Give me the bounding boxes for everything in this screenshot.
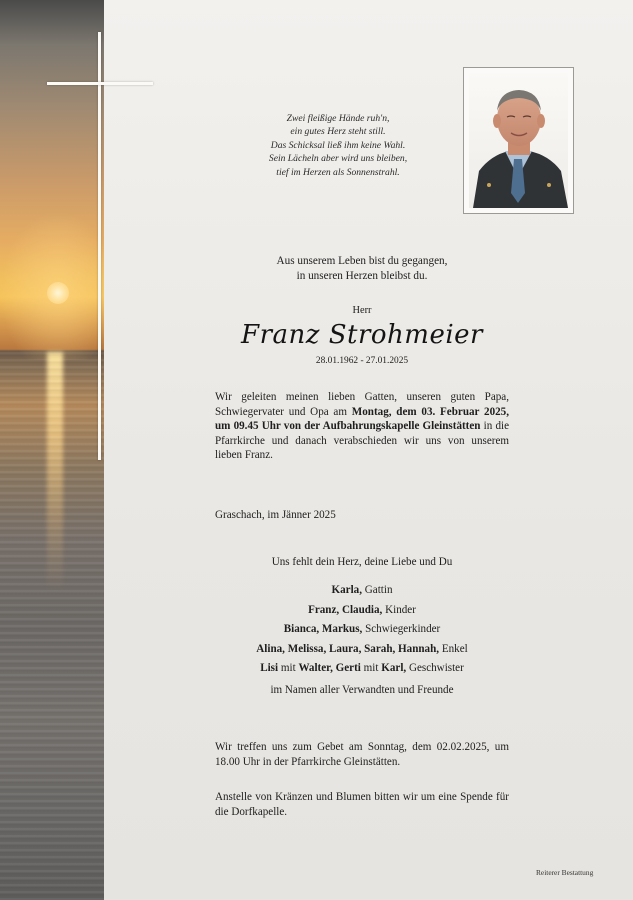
portrait-frame <box>463 67 574 214</box>
life-dates: 28.01.1962 - 27.01.2025 <box>315 356 409 366</box>
portrait-photo <box>469 73 568 208</box>
sunset-sea-image <box>0 0 104 900</box>
sun-icon <box>47 282 69 304</box>
family-outro: im Namen aller Verwandten und Freunde <box>270 684 454 696</box>
deceased-name: Franz Strohmeier <box>241 320 483 350</box>
place-date: Graschach, im Jänner 2025 <box>215 509 336 521</box>
prayer-notice: Wir treffen uns zum Gebet am Sonntag, dem 02.02.2025, um 18.00 Uhr in der Pfarrkirche Gleinstätten. <box>215 741 509 768</box>
family-intro: Uns fehlt dein Herz, deine Liebe und Du <box>271 556 453 568</box>
list-item: Bianca, Markus, Schwiegerkinder <box>283 623 441 636</box>
salutation: Herr <box>352 305 372 316</box>
list-item: Franz, Claudia, Kinder <box>308 603 416 616</box>
mourners-list <box>203 581 521 679</box>
list-item: Karla, Gattin <box>331 584 393 596</box>
list-item: Alina, Melissa, Laura, Sarah, Hannah, Enkel <box>256 642 468 655</box>
cross-icon <box>98 32 101 460</box>
donation-notice: Anstelle von Kränzen und Blumen bitten wir um eine Spende für die Dorfkapelle. <box>215 791 509 818</box>
poem: Zwei fleißige Hände ruh'n, ein gutes Herz steht still. Das Schicksal ließ ihm keine Wahl. Sein Lächeln aber wird uns bleiben, tief im Herzen als Sonnenstrahl. <box>268 113 408 178</box>
undertaker-credit: Reiterer Bestattung <box>536 868 594 877</box>
intro-verse: Aus unserem Leben bist du gegangen, in unseren Herzen bleibst du. <box>276 255 448 283</box>
list-item: Lisi mit Walter, Gerti mit Karl, Geschwister <box>260 662 464 675</box>
funeral-announcement: Wir geleiten meinen lieben Gatten, unseren guten Papa, Schwiegervater und Opa am Montag, dem 03. Februar 2025, um 09.45 Uhr von der Aufbahrungskapelle Gleinstätten in die Pfarrkirche und danach verabschieden wir uns von unserem lieben Franz. <box>215 391 510 462</box>
